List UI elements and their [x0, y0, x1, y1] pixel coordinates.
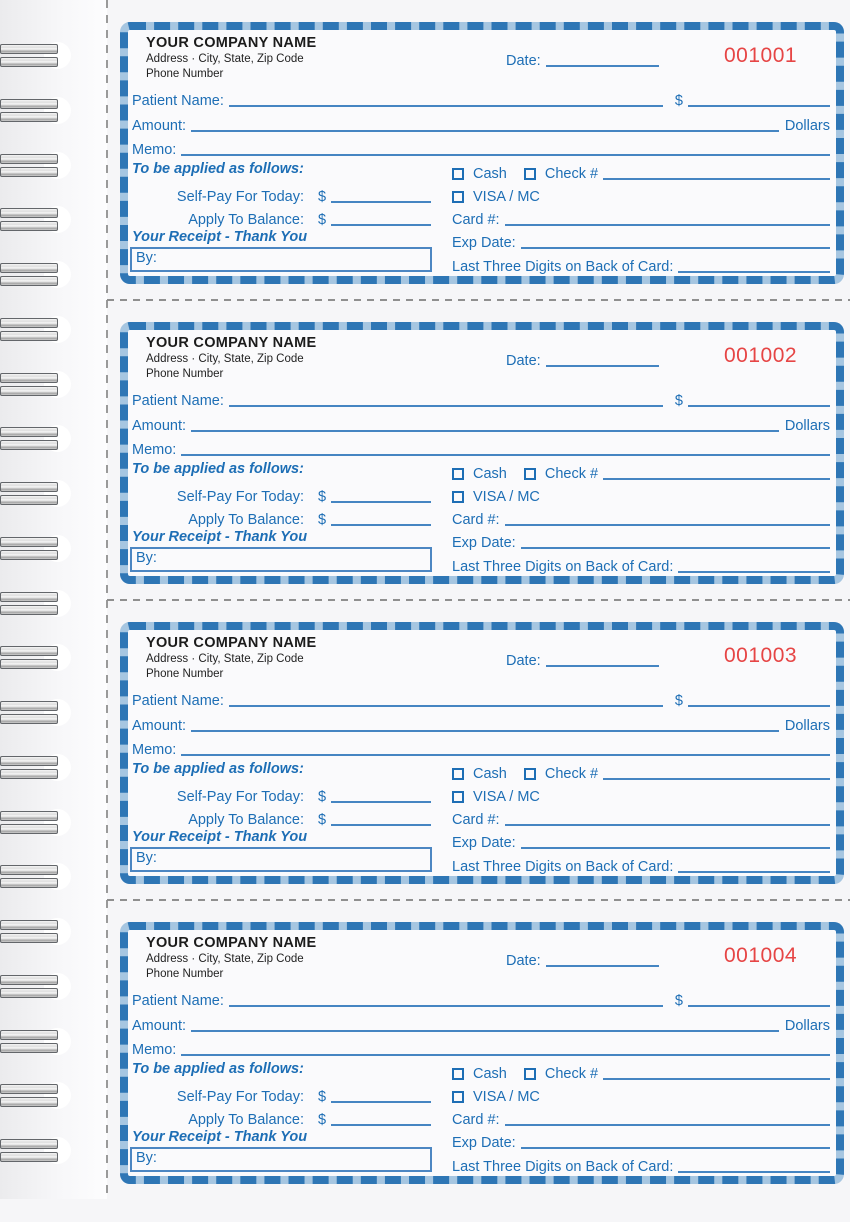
- visa-mc-row: [452, 1084, 830, 1105]
- binding-bar: [0, 920, 58, 930]
- card-number-input-line[interactable]: [505, 213, 830, 226]
- visa-mc-checkbox[interactable]: [452, 791, 464, 803]
- check-checkbox[interactable]: [524, 1068, 536, 1080]
- binding-bar: [0, 988, 58, 998]
- binding-bar: [0, 440, 58, 450]
- binding-bar: [0, 933, 58, 943]
- cash-label: Cash: [473, 1066, 507, 1082]
- card-number-input-line[interactable]: [505, 813, 830, 826]
- binding-bar: [0, 646, 58, 656]
- company-block: [146, 935, 317, 981]
- binding-bar: [0, 756, 58, 766]
- binding-bar: [0, 1152, 58, 1162]
- apply-balance-label: Apply To Balance:: [188, 812, 304, 828]
- spiral-ring: [0, 920, 58, 943]
- visa-mc-checkbox[interactable]: [452, 491, 464, 503]
- cash-label: Cash: [473, 166, 507, 182]
- dollar-sign: $: [318, 212, 327, 228]
- self-pay-input-line[interactable]: [331, 490, 431, 503]
- check-number-input-line[interactable]: [603, 167, 830, 180]
- check-number-label: Check #: [544, 166, 599, 182]
- dollars-label: Dollars: [784, 118, 830, 134]
- receipt: [120, 922, 844, 1184]
- self-pay-label: Self-Pay For Today:: [176, 189, 304, 205]
- receipt-sheet: [120, 22, 844, 1222]
- self-pay-row: [132, 1084, 431, 1105]
- receipt-number: 001001: [724, 44, 798, 67]
- exp-date-input-line[interactable]: [521, 1136, 830, 1149]
- exp-date-label: Exp Date:: [452, 235, 516, 251]
- binding-bar: [0, 44, 58, 54]
- applied-heading: To be applied as follows:: [132, 1061, 304, 1077]
- binding-bar: [0, 482, 58, 492]
- company-name: YOUR COMPANY NAME: [146, 635, 317, 651]
- visa-mc-label: VISA / MC: [473, 1089, 540, 1105]
- visa-mc-label: VISA / MC: [473, 489, 540, 505]
- binding-stub: [0, 0, 107, 1199]
- spiral-ring: [0, 646, 58, 669]
- binding-bar: [0, 221, 58, 231]
- binding-bar: [0, 1139, 58, 1149]
- company-phone: Phone Number: [146, 667, 224, 680]
- binding-bar: [0, 99, 58, 109]
- payment-method-column: [452, 30, 830, 276]
- cash-checkbox[interactable]: [452, 768, 464, 780]
- amount-label: Amount:: [132, 1018, 186, 1034]
- dollar-sign: $: [674, 393, 683, 409]
- last-three-digits-row: [452, 554, 830, 575]
- spiral-ring: [0, 482, 58, 505]
- exp-date-row: [452, 1130, 830, 1151]
- check-checkbox[interactable]: [524, 468, 536, 480]
- card-number-input-line[interactable]: [505, 513, 830, 526]
- check-number-label: Check #: [544, 466, 599, 482]
- last-three-digits-row: [452, 254, 830, 275]
- receipt: [120, 622, 844, 884]
- patient-name-label: Patient Name:: [132, 393, 224, 409]
- self-pay-row: [132, 184, 431, 205]
- company-block: [146, 35, 317, 81]
- spiral-ring: [0, 975, 58, 998]
- apply-balance-row: [132, 1107, 431, 1128]
- apply-balance-label: Apply To Balance:: [188, 512, 304, 528]
- by-box[interactable]: [130, 1147, 432, 1172]
- dollar-sign: $: [674, 693, 683, 709]
- memo-label: Memo:: [132, 442, 177, 458]
- self-pay-input-line[interactable]: [331, 790, 431, 803]
- apply-balance-label: Apply To Balance:: [188, 1112, 304, 1128]
- binding-bar: [0, 386, 58, 396]
- date-label: Date:: [506, 353, 541, 369]
- spiral-ring: [0, 537, 58, 560]
- your-receipt-heading: Your Receipt - Thank You: [132, 1129, 308, 1145]
- company-phone: Phone Number: [146, 967, 224, 980]
- check-number-label: Check #: [544, 766, 599, 782]
- self-pay-label: Self-Pay For Today:: [176, 489, 304, 505]
- card-number-label: Card #:: [452, 212, 500, 228]
- binding-bar: [0, 550, 58, 560]
- company-block: [146, 335, 317, 381]
- cash-check-row: [452, 461, 830, 482]
- exp-date-label: Exp Date:: [452, 535, 516, 551]
- your-receipt-heading: Your Receipt - Thank You: [132, 229, 308, 245]
- spiral-ring: [0, 44, 58, 67]
- visa-mc-row: [452, 484, 830, 505]
- exp-date-label: Exp Date:: [452, 1135, 516, 1151]
- last-three-digits-label: Last Three Digits on Back of Card:: [452, 259, 674, 275]
- apply-balance-input-line[interactable]: [331, 1113, 431, 1126]
- company-address: Address · City, State, Zip Code: [146, 653, 304, 665]
- dollar-sign: $: [318, 189, 327, 205]
- spiral-ring: [0, 154, 58, 177]
- visa-mc-checkbox[interactable]: [452, 191, 464, 203]
- binding-bar: [0, 373, 58, 383]
- dollar-sign: $: [318, 812, 327, 828]
- spiral-ring: [0, 263, 58, 286]
- apply-balance-row: [132, 507, 431, 528]
- patient-name-label: Patient Name:: [132, 93, 224, 109]
- applied-heading: To be applied as follows:: [132, 461, 304, 477]
- binding-bar: [0, 427, 58, 437]
- self-pay-input-line[interactable]: [331, 190, 431, 203]
- company-address: Address · City, State, Zip Code: [146, 953, 304, 965]
- dollar-sign: $: [318, 1089, 327, 1105]
- cash-checkbox[interactable]: [452, 1068, 464, 1080]
- receipt-number: 001004: [724, 944, 798, 967]
- exp-date-label: Exp Date:: [452, 835, 516, 851]
- memo-label: Memo:: [132, 142, 177, 158]
- check-number-label: Check #: [544, 1066, 599, 1082]
- visa-mc-label: VISA / MC: [473, 189, 540, 205]
- patient-name-label: Patient Name:: [132, 993, 224, 1009]
- dollars-label: Dollars: [784, 1018, 830, 1034]
- binding-bar: [0, 167, 58, 177]
- amount-label: Amount:: [132, 418, 186, 434]
- spiral-ring: [0, 1139, 58, 1162]
- binding-bar: [0, 975, 58, 985]
- binding-bar: [0, 537, 58, 547]
- last-three-digits-input-line[interactable]: [678, 1160, 830, 1173]
- apply-balance-input-line[interactable]: [331, 813, 431, 826]
- cash-checkbox[interactable]: [452, 468, 464, 480]
- card-number-label: Card #:: [452, 1112, 500, 1128]
- binding-bar: [0, 276, 58, 286]
- by-label: By:: [136, 550, 157, 566]
- spiral-ring: [0, 373, 58, 396]
- company-name: YOUR COMPANY NAME: [146, 935, 317, 951]
- spiral-ring: [0, 1030, 58, 1053]
- spiral-ring: [0, 592, 58, 615]
- exp-date-row: [452, 230, 830, 251]
- date-label: Date:: [506, 653, 541, 669]
- spiral-ring: [0, 1084, 58, 1107]
- spiral-ring: [0, 318, 58, 341]
- binding-bar: [0, 208, 58, 218]
- self-pay-label: Self-Pay For Today:: [176, 789, 304, 805]
- binding-bar: [0, 112, 58, 122]
- apply-balance-label: Apply To Balance:: [188, 212, 304, 228]
- cash-check-row: [452, 1061, 830, 1082]
- company-phone: Phone Number: [146, 67, 224, 80]
- receipt-number: 001003: [724, 644, 798, 667]
- dollar-sign: $: [318, 512, 327, 528]
- exp-date-input-line[interactable]: [521, 236, 830, 249]
- by-label: By:: [136, 1150, 157, 1166]
- dollar-sign: $: [318, 789, 327, 805]
- dollar-sign: $: [318, 489, 327, 505]
- check-number-input-line[interactable]: [603, 1067, 830, 1080]
- dollar-sign: $: [674, 93, 683, 109]
- card-number-label: Card #:: [452, 512, 500, 528]
- payment-method-column: [452, 930, 830, 1176]
- self-pay-row: [132, 484, 431, 505]
- company-name: YOUR COMPANY NAME: [146, 35, 317, 51]
- last-three-digits-input-line[interactable]: [678, 260, 830, 273]
- applied-heading: To be applied as follows:: [132, 761, 304, 777]
- memo-label: Memo:: [132, 1042, 177, 1058]
- patient-name-label: Patient Name:: [132, 693, 224, 709]
- spiral-ring: [0, 811, 58, 834]
- company-block: [146, 635, 317, 681]
- spiral-ring: [0, 701, 58, 724]
- check-number-input-line[interactable]: [603, 767, 830, 780]
- exp-date-row: [452, 530, 830, 551]
- company-phone: Phone Number: [146, 367, 224, 380]
- apply-balance-input-line[interactable]: [331, 513, 431, 526]
- binding-bar: [0, 878, 58, 888]
- cash-checkbox[interactable]: [452, 168, 464, 180]
- binding-bar: [0, 592, 58, 602]
- self-pay-row: [132, 784, 431, 805]
- dollar-sign: $: [318, 1112, 327, 1128]
- payment-method-column: [452, 330, 830, 576]
- card-number-row: [452, 1107, 830, 1128]
- binding-bar: [0, 1084, 58, 1094]
- your-receipt-heading: Your Receipt - Thank You: [132, 529, 308, 545]
- card-number-row: [452, 507, 830, 528]
- card-number-row: [452, 807, 830, 828]
- dollars-label: Dollars: [784, 418, 830, 434]
- binding-bar: [0, 769, 58, 779]
- receipt-number: 001002: [724, 344, 798, 367]
- last-three-digits-label: Last Three Digits on Back of Card:: [452, 1159, 674, 1175]
- last-three-digits-row: [452, 1154, 830, 1175]
- apply-balance-input-line[interactable]: [331, 213, 431, 226]
- cash-check-row: [452, 161, 830, 182]
- binding-bar: [0, 57, 58, 67]
- date-label: Date:: [506, 953, 541, 969]
- applied-heading: To be applied as follows:: [132, 161, 304, 177]
- by-box[interactable]: [130, 547, 432, 572]
- check-number-input-line[interactable]: [603, 467, 830, 480]
- date-label: Date:: [506, 53, 541, 69]
- last-three-digits-label: Last Three Digits on Back of Card:: [452, 859, 674, 875]
- binding-bar: [0, 659, 58, 669]
- apply-balance-row: [132, 807, 431, 828]
- card-number-input-line[interactable]: [505, 1113, 830, 1126]
- binding-bar: [0, 714, 58, 724]
- binding-bar: [0, 701, 58, 711]
- check-checkbox[interactable]: [524, 768, 536, 780]
- binding-bar: [0, 331, 58, 341]
- exp-date-input-line[interactable]: [521, 536, 830, 549]
- binding-bar: [0, 154, 58, 164]
- by-label: By:: [136, 850, 157, 866]
- company-name: YOUR COMPANY NAME: [146, 335, 317, 351]
- binding-bar: [0, 1097, 58, 1107]
- last-three-digits-row: [452, 854, 830, 875]
- by-box[interactable]: [130, 847, 432, 872]
- last-three-digits-input-line[interactable]: [678, 860, 830, 873]
- visa-mc-row: [452, 184, 830, 205]
- binding-bar: [0, 811, 58, 821]
- by-label: By:: [136, 250, 157, 266]
- binding-bar: [0, 263, 58, 273]
- payment-method-column: [452, 630, 830, 876]
- visa-mc-row: [452, 784, 830, 805]
- apply-balance-row: [132, 207, 431, 228]
- card-number-row: [452, 207, 830, 228]
- binding-bar: [0, 1043, 58, 1053]
- visa-mc-checkbox[interactable]: [452, 1091, 464, 1103]
- cash-check-row: [452, 761, 830, 782]
- last-three-digits-input-line[interactable]: [678, 560, 830, 573]
- spiral-ring: [0, 99, 58, 122]
- cash-label: Cash: [473, 766, 507, 782]
- company-address: Address · City, State, Zip Code: [146, 53, 304, 65]
- by-box[interactable]: [130, 247, 432, 272]
- receipt: [120, 322, 844, 584]
- memo-label: Memo:: [132, 742, 177, 758]
- dollar-sign: $: [674, 993, 683, 1009]
- card-number-label: Card #:: [452, 812, 500, 828]
- amount-label: Amount:: [132, 118, 186, 134]
- self-pay-input-line[interactable]: [331, 1090, 431, 1103]
- company-address: Address · City, State, Zip Code: [146, 353, 304, 365]
- exp-date-row: [452, 830, 830, 851]
- spiral-ring: [0, 756, 58, 779]
- dollars-label: Dollars: [784, 718, 830, 734]
- amount-label: Amount:: [132, 718, 186, 734]
- exp-date-input-line[interactable]: [521, 836, 830, 849]
- binding-bar: [0, 824, 58, 834]
- binding-bar: [0, 865, 58, 875]
- check-checkbox[interactable]: [524, 168, 536, 180]
- your-receipt-heading: Your Receipt - Thank You: [132, 829, 308, 845]
- binding-bar: [0, 605, 58, 615]
- spiral-ring: [0, 865, 58, 888]
- last-three-digits-label: Last Three Digits on Back of Card:: [452, 559, 674, 575]
- self-pay-label: Self-Pay For Today:: [176, 1089, 304, 1105]
- binding-bar: [0, 1030, 58, 1040]
- cash-label: Cash: [473, 466, 507, 482]
- binding-bar: [0, 495, 58, 505]
- receipt: [120, 22, 844, 284]
- spiral-ring: [0, 208, 58, 231]
- binding-bar: [0, 318, 58, 328]
- spiral-ring: [0, 427, 58, 450]
- visa-mc-label: VISA / MC: [473, 789, 540, 805]
